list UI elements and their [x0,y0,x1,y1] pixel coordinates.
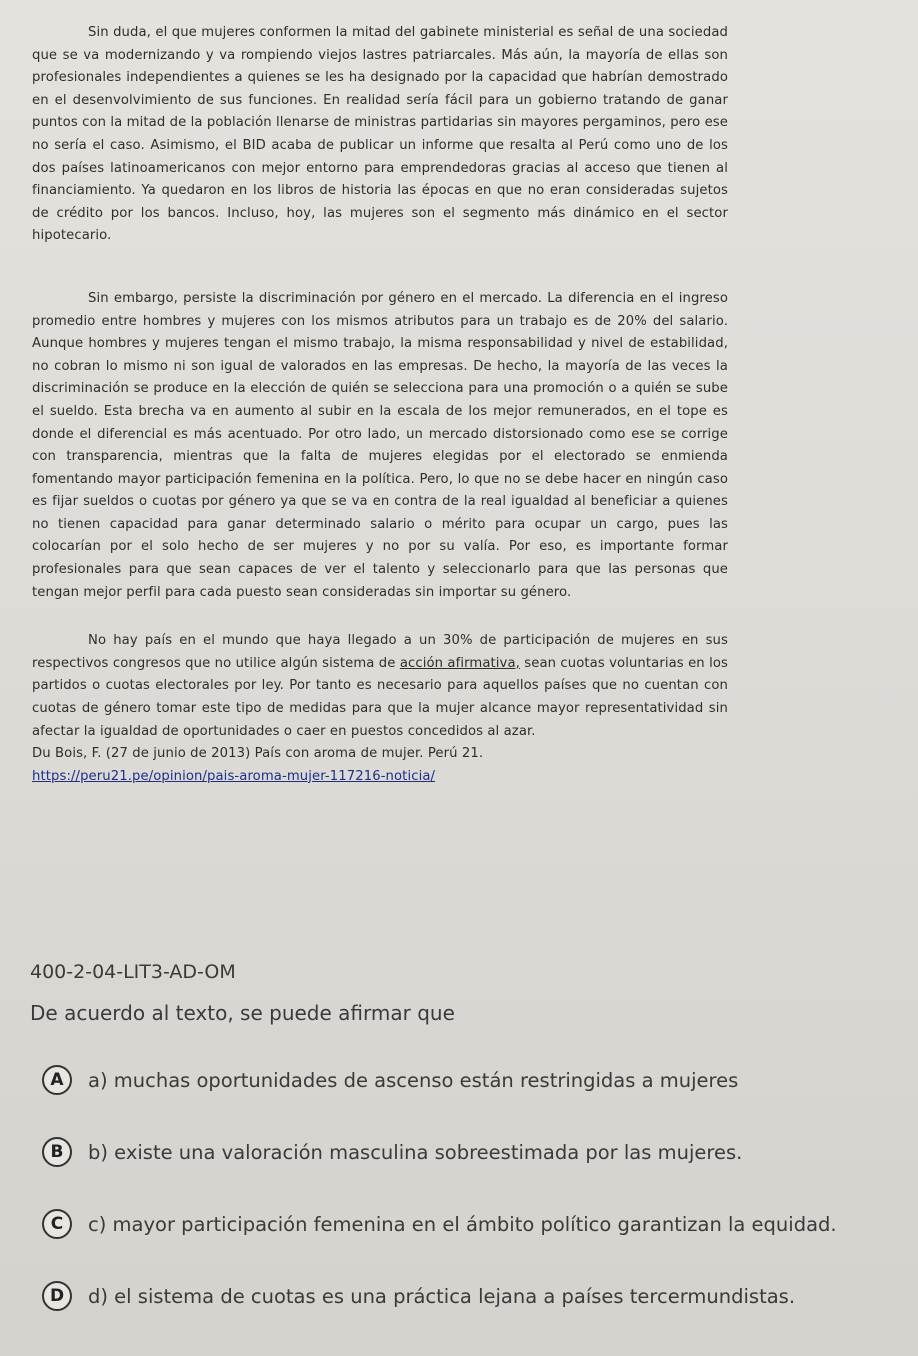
option-b[interactable] [42,1134,900,1170]
answer-options [30,1062,900,1314]
option-c[interactable] [42,1206,900,1242]
option-d-bubble[interactable]: D [42,1281,72,1311]
underlined-term: acción afirmativa, [399,655,520,671]
option-b-bubble[interactable]: B [42,1137,72,1167]
option-d[interactable] [42,1278,900,1314]
question-prompt: De acuerdo al texto, se puede afirmar que [30,1001,455,1025]
question-block [30,958,900,1350]
paragraph-3 [32,630,728,743]
option-a-bubble[interactable]: A [42,1065,72,1095]
citation [32,743,728,788]
paragraph-3-end: sean cuotas voluntarias en los partidos o cuotas electorales por ley. Por tanto es necesario para aquellos países que no cuentan con cuotas de género tomar este tipo de medidas para que la mujer alcance mayor representatividad sin afectar la igualdad de oportunidades o caer en puestos concedidos al azar. [32,655,728,739]
option-a[interactable] [42,1062,900,1098]
option-c-bubble[interactable]: C [42,1209,72,1239]
option-b-text: b) existe una valoración masculina sobreestimada por las mujeres. [88,1140,743,1164]
option-d-text: d) el sistema de cuotas es una práctica lejana a países tercermundistas. [88,1284,796,1308]
citation-text: Du Bois, F. (27 de junio de 2013) País con aroma de mujer. Perú 21. [32,746,484,762]
citation-link[interactable]: https://peru21.pe/opinion/pais-aroma-mujer-117216-noticia/ [32,768,436,784]
paragraph-3-start: No hay país en el mundo que haya llegado a un 30% de participación de mujeres en sus respectivos congresos que no utilice algún sistema de [32,633,728,671]
option-c-text: c) mayor participación femenina en el ámbito político garantizan la equidad. [88,1212,837,1236]
paragraph-2: Sin embargo, persiste la discriminación por género en el mercado. La diferencia en el ingreso promedio entre hombres y mujeres con los mismos atributos para un trabajo es de 20% del salario. Aunque hombres y mujeres tengan el mismo trabajo, la misma responsabilidad y nivel de estabilidad, no cobran lo mismo ni son igual de valorados en las empresas. De hecho, la mayoría de las veces la discriminación se produce en la elección de quién se selecciona para una promoción o a quién se sube el sueldo. Esta brecha va en aumento al subir en la escala de los mejor remunerados, en el tope es donde el diferencial es más acentuado. Por otro lado, un mercado distorsionado como ese se corrige con transparencia, mientras que la falta de mujeres elegidas por el electorado se enmienda fomentando mayor participación femenina en la política. Pero, lo que no se debe hacer en ningún caso es fijar sueldos o cuotas por género ya que se va en contra de la real igualdad al beneficiar a quienes no tienen capacidad para ganar determinado salario o mérito para ocupar un cargo, pues las colocarían por el solo hecho de ser mujeres y no por su valía. Por eso, es importante formar profesionales para que sean capaces de ver el talento y seleccionarlo para que las personas que tengan mejor perfil para cada puesto sean consideradas sin importar su género. [32,290,728,600]
question-code: 400-2-04-LIT3-AD-OM [30,961,236,983]
option-a-text: a) muchas oportunidades de ascenso están restringidas a mujeres [88,1068,739,1092]
paragraph-1: Sin duda, el que mujeres conformen la mitad del gabinete ministerial es señal de una sociedad que se va modernizando y va rompiendo viejos lastres patriarcales. Más aún, la mayoría de ellas son profesionales independientes a quienes se les ha designado por la capacidad que habrían demostrado en el desenvolvimiento de sus funciones. En realidad sería fácil para un gobierno tratando de ganar puntos con la mitad de la población llenarse de ministras partidarias sin mayores pergaminos, pero ese no sería el caso. Asimismo, el BID acaba de publicar un informe que resalta al Perú como uno de los dos países latinoamericanos con mejor entorno para emprendedoras gracias al acceso que tienen al financiamiento. Ya quedaron en los libros de historia las épocas en que no eran consideradas sujetos de crédito por los bancos. Incluso, hoy, las mujeres son el segmento más dinámico en el sector hipotecario. [32,25,728,244]
article-text [32,22,728,788]
